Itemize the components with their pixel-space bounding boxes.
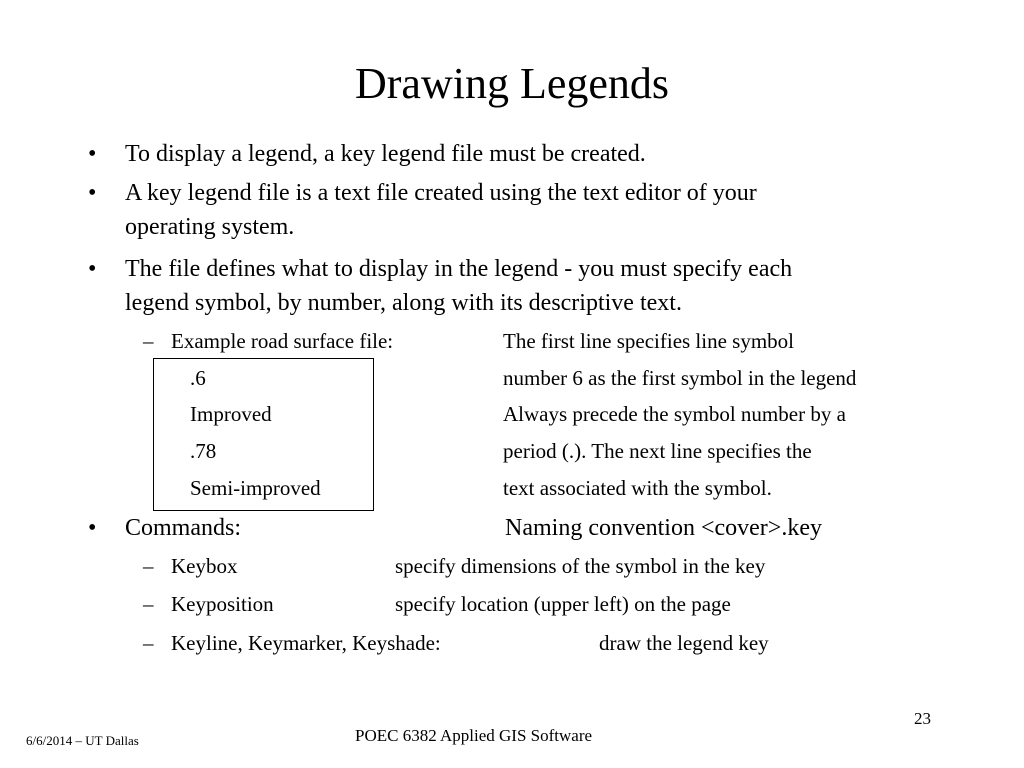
- footer-course: POEC 6382 Applied GIS Software: [355, 726, 593, 745]
- example-note: text associated with the symbol.: [503, 476, 772, 500]
- commands-label: Commands:: [125, 515, 242, 541]
- bullet-2-line-1: A key legend file is a text file created using the text editor of your: [125, 180, 757, 206]
- naming-convention: Naming convention <cover>.key: [505, 515, 822, 541]
- sub-bullet-marker: –: [143, 329, 154, 353]
- page-number: 23: [914, 709, 931, 728]
- bullet-3-line-2: legend symbol, by number, along with its descriptive text.: [125, 290, 682, 316]
- command-name-keybox: Keybox: [171, 554, 238, 578]
- command-name-keyposition: Keyposition: [171, 592, 274, 616]
- sub-bullet-marker: –: [143, 631, 154, 655]
- command-desc-keyline: draw the legend key: [599, 631, 769, 655]
- slide-title: Drawing Legends: [354, 59, 669, 108]
- command-desc-keyposition: specify location (upper left) on the page: [395, 592, 731, 616]
- sub-bullet-marker: –: [143, 554, 154, 578]
- example-label: Example road surface file:: [171, 329, 394, 353]
- example-note: The first line specifies line symbol: [503, 329, 795, 353]
- bullet-1-line-1: To display a legend, a key legend file must be created.: [125, 141, 646, 167]
- bullet-marker: •: [88, 180, 97, 206]
- legend-file-line: Semi-improved: [190, 476, 321, 500]
- bullet-marker: •: [88, 515, 97, 541]
- footer-date: 6/6/2014 – UT Dallas: [26, 733, 139, 748]
- bullet-3-line-1: The file defines what to display in the legend - you must specify each: [125, 256, 793, 282]
- legend-file-line: .78: [190, 439, 217, 463]
- command-desc-keybox: specify dimensions of the symbol in the key: [395, 554, 766, 578]
- bullet-2-line-2: operating system.: [125, 214, 295, 240]
- example-note: period (.). The next line specifies the: [503, 439, 812, 463]
- command-name-keyline: Keyline, Keymarker, Keyshade:: [171, 631, 441, 655]
- bullet-marker: •: [88, 256, 97, 282]
- sub-bullet-marker: –: [143, 592, 154, 616]
- legend-file-line: .6: [190, 366, 206, 390]
- legend-file-line: Improved: [190, 402, 272, 426]
- example-note: number 6 as the first symbol in the legend: [503, 366, 857, 390]
- bullet-marker: •: [88, 141, 97, 167]
- example-note: Always precede the symbol number by a: [503, 402, 846, 426]
